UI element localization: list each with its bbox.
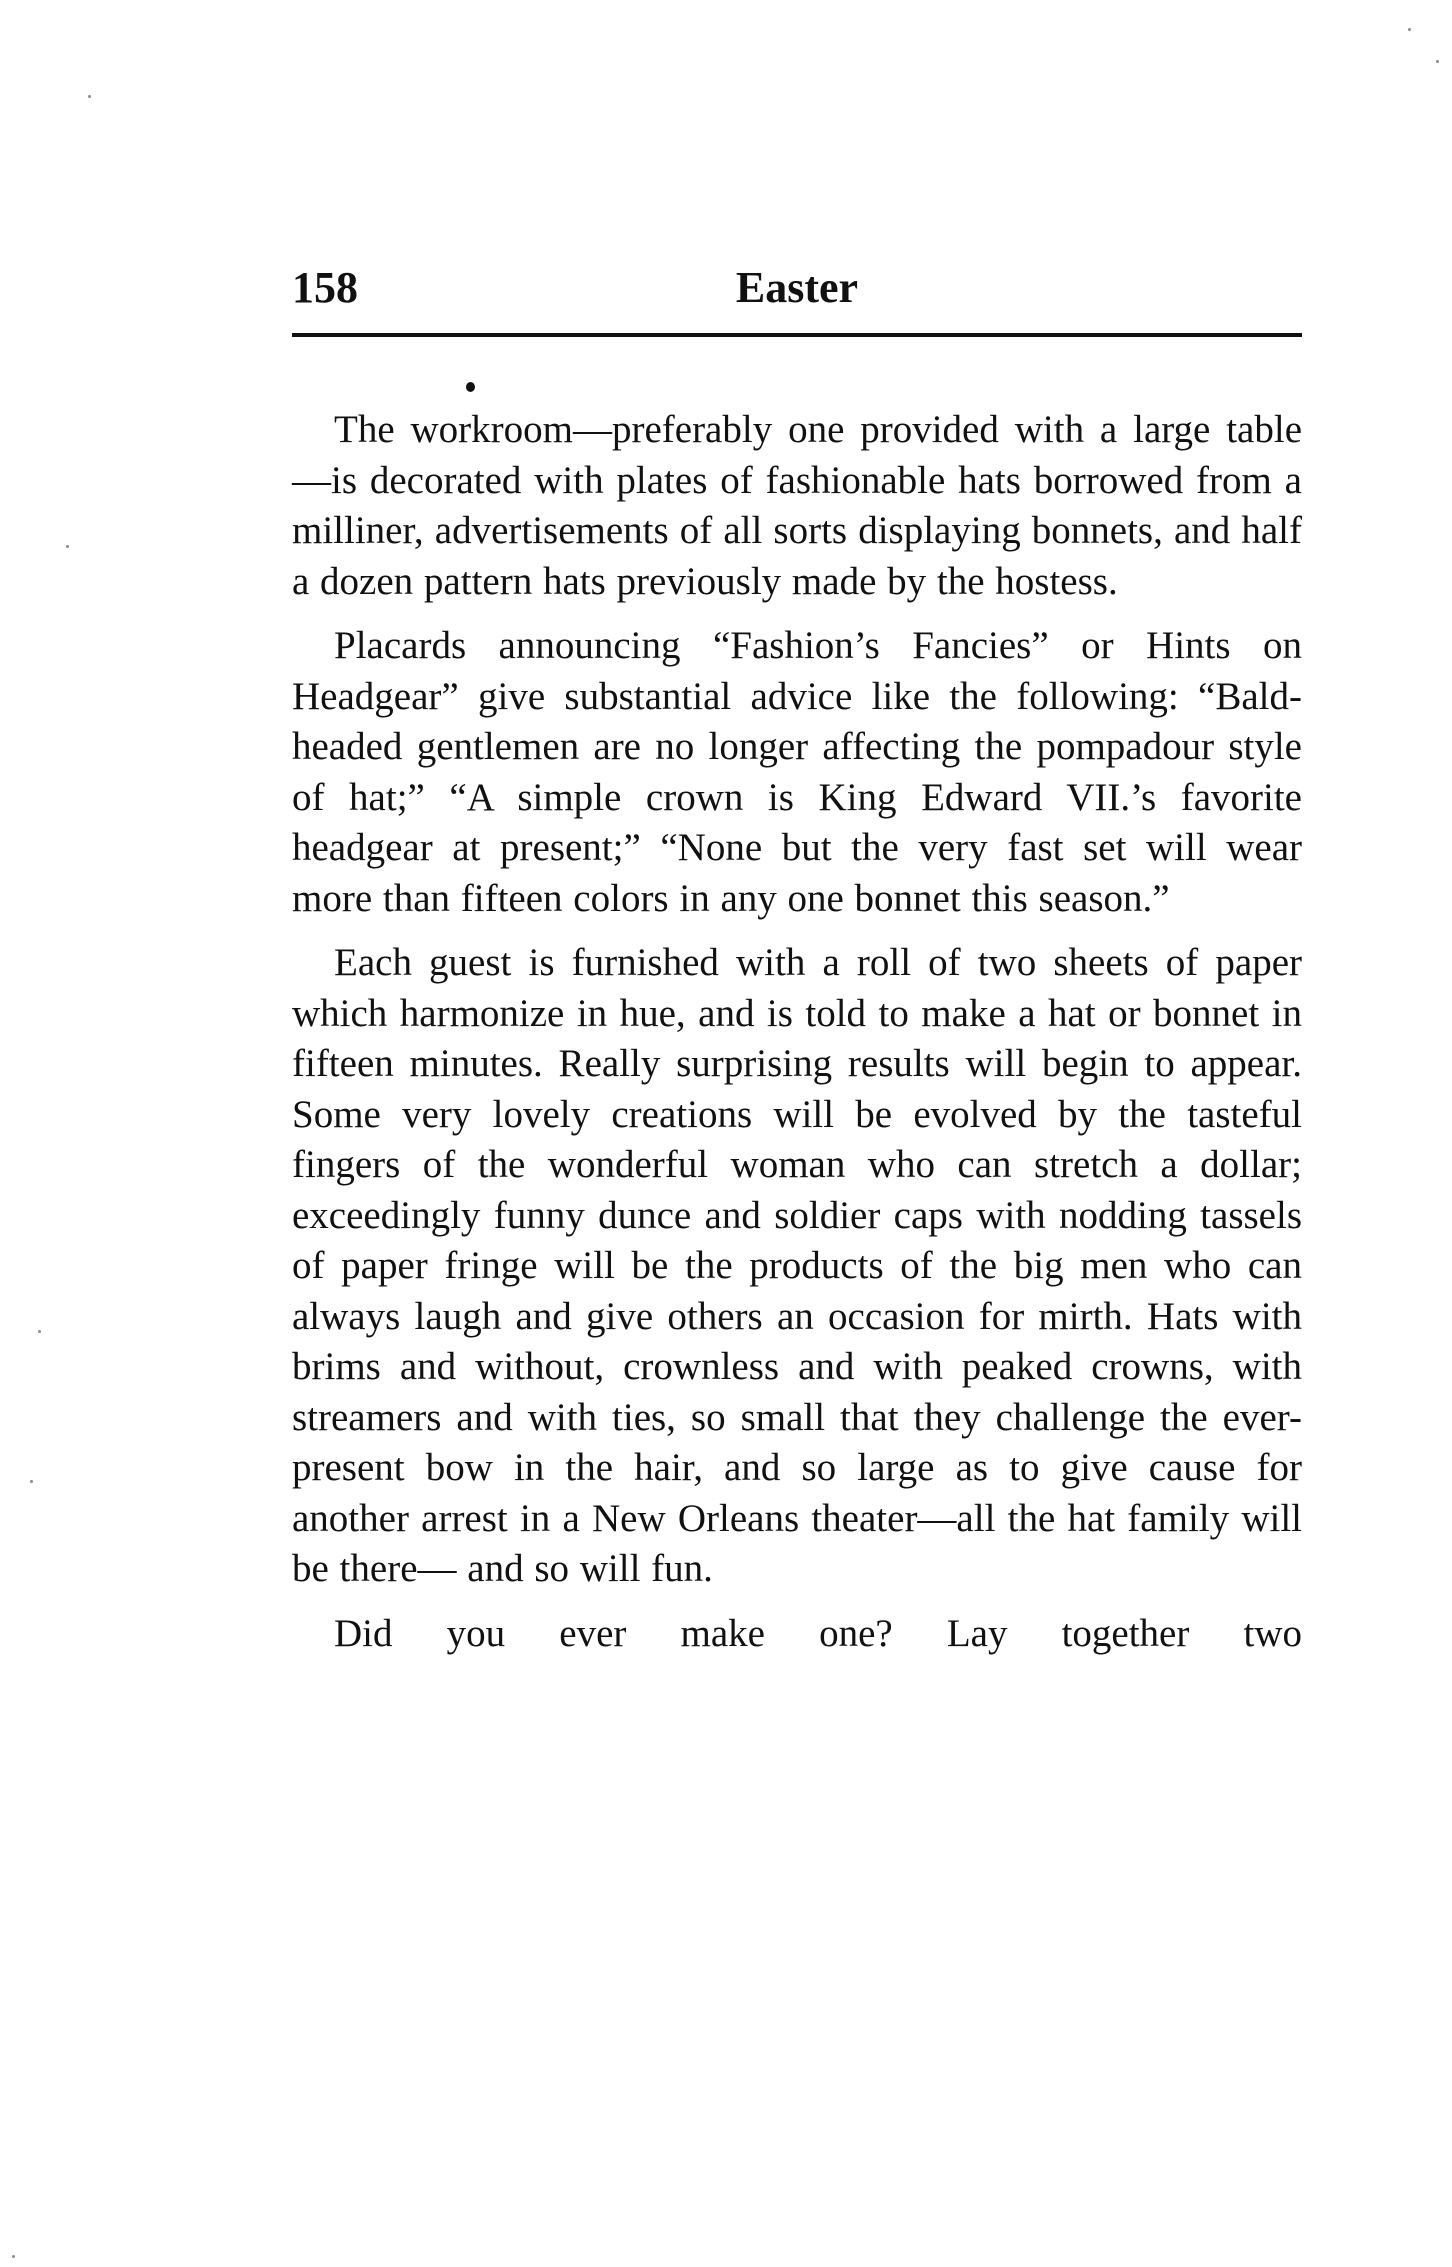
paragraph-workroom: The workroom—preferably one provided with a large table—is decorated with plates of fashionable hats borrowed from a milliner, advertisements of all sorts displaying bonnets, and half a dozen pattern hats previously made by the hostess.	[292, 408, 1302, 603]
speck	[12, 2255, 15, 2258]
speck	[66, 545, 69, 548]
paragraph-each-guest: Each guest is furnished with a roll of two sheets of paper which harmonize in hue, and is told to make a hat or bonnet in fifteen minutes. Really surprising results will begin to appear. Some very lovely creations will be evolved by the tasteful fingers of the wonderful woman who can stretch a dollar; exceedingly funny dunce and soldier caps with nodding tassels of paper fringe will be the products of the big men who can always laugh and give others an occasion for mirth. Hats with brims and without, crownless and with peaked crowns, with streamers and with ties, so small that they challenge the ever-present bow in the hair, and so large as to give cause for another arrest in a New Orleans theater—all the hat family will be there— and so will fun.	[292, 941, 1302, 1590]
header-rule	[292, 333, 1302, 337]
speck	[1436, 60, 1439, 63]
ink-dot	[466, 382, 475, 392]
paragraph-did-you-ever: Did you ever make one? Lay together two	[334, 1611, 1302, 1655]
paragraph-placards: Placards announcing “Fashion’s Fancies” or Hints on Headgear” give substantial advice like the following: “Bald-headed gentlemen are no longer affecting the pompadour style of hat;” “A simple crown is King Edward VII.’s favorite headgear at present;” “None but the very fast set will wear more than fifteen colors in any one bonnet this season.”	[292, 624, 1302, 920]
chapter-title: Easter	[735, 263, 859, 312]
running-head	[292, 262, 1302, 322]
speck	[38, 1330, 41, 1333]
body-text	[292, 405, 1302, 1659]
speck	[1408, 28, 1411, 31]
speck	[30, 1480, 33, 1483]
page-number: 158	[292, 263, 358, 312]
speck	[88, 95, 91, 98]
